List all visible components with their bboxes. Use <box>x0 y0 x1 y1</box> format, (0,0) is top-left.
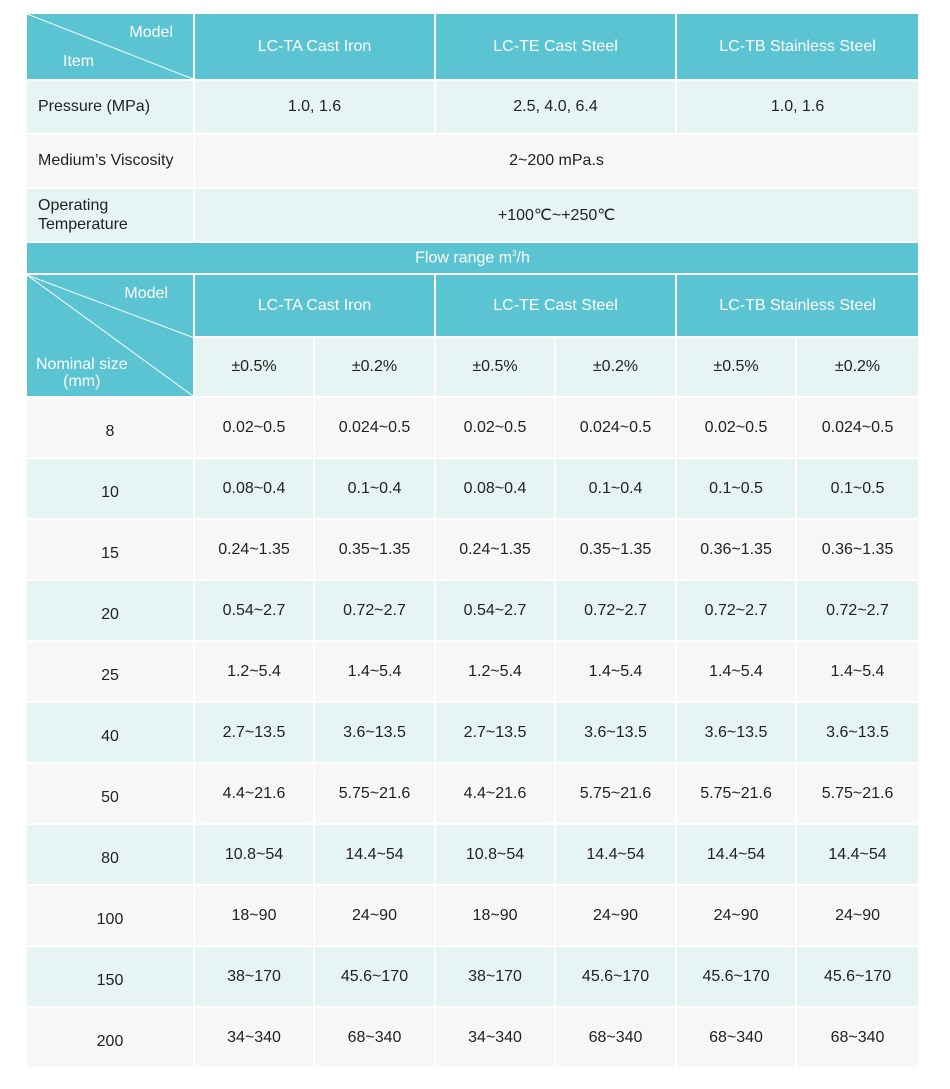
flow-value-cell: 45.6~170 <box>676 946 796 1007</box>
flow-value-cell: 1.2~5.4 <box>194 641 314 702</box>
flow-value-cell: 68~340 <box>676 1007 796 1068</box>
accuracy-cell: ±0.2% <box>796 337 918 397</box>
accuracy-cell: ±0.5% <box>676 337 796 397</box>
flow-value-cell: 0.1~0.4 <box>555 458 676 519</box>
model-header-tb: LC-TB Stainless Steel <box>676 14 918 80</box>
flow-value-cell: 0.024~0.5 <box>796 397 918 458</box>
flow-table-row <box>27 580 918 641</box>
flow-value-cell: 34~340 <box>194 1007 314 1068</box>
flow-range-suffix: /h <box>516 249 530 267</box>
flow-model-header-tb: LC-TB Stainless Steel <box>676 274 918 337</box>
spec-table <box>27 14 918 1069</box>
flow-value-cell: 14.4~54 <box>314 824 435 885</box>
flow-value-cell: 1.4~5.4 <box>676 641 796 702</box>
nominal-size-cell: 40 <box>27 702 194 763</box>
flow-corner-size-label <box>36 356 128 390</box>
flow-value-cell: 0.02~0.5 <box>194 397 314 458</box>
flow-value-cell: 24~90 <box>676 885 796 946</box>
flow-range-text: Flow range m <box>415 249 513 267</box>
flow-model-header-ta: LC-TA Cast Iron <box>194 274 435 337</box>
flow-value-cell: 0.72~2.7 <box>314 580 435 641</box>
temperature-label-line1: Operating <box>38 197 109 214</box>
flow-model-header-row <box>27 274 918 337</box>
nominal-size-cell: 15 <box>27 519 194 580</box>
flow-corner-size-line1: Nominal size <box>36 356 128 373</box>
flow-value-cell: 0.72~2.7 <box>676 580 796 641</box>
flow-value-cell: 0.02~0.5 <box>676 397 796 458</box>
flow-value-cell: 0.35~1.35 <box>314 519 435 580</box>
flow-value-cell: 14.4~54 <box>796 824 918 885</box>
flow-value-cell: 10.8~54 <box>435 824 555 885</box>
flow-value-cell: 68~340 <box>555 1007 676 1068</box>
nominal-size-cell: 50 <box>27 763 194 824</box>
flow-value-cell: 0.35~1.35 <box>555 519 676 580</box>
flow-value-cell: 0.1~0.4 <box>314 458 435 519</box>
flow-value-cell: 5.75~21.6 <box>314 763 435 824</box>
flow-value-cell: 5.75~21.6 <box>796 763 918 824</box>
flow-value-cell: 0.02~0.5 <box>435 397 555 458</box>
flow-value-cell: 0.24~1.35 <box>194 519 314 580</box>
pressure-value-ta: 1.0, 1.6 <box>194 80 435 134</box>
flow-value-cell: 68~340 <box>796 1007 918 1068</box>
flow-value-cell: 24~90 <box>796 885 918 946</box>
corner-item-label: Item <box>63 53 95 70</box>
nominal-size-cell: 200 <box>27 1007 194 1068</box>
flow-value-cell: 24~90 <box>314 885 435 946</box>
flow-value-cell: 0.54~2.7 <box>194 580 314 641</box>
temperature-label-line2: Temperature <box>38 216 128 233</box>
flow-value-cell: 5.75~21.6 <box>676 763 796 824</box>
flow-value-cell: 45.6~170 <box>314 946 435 1007</box>
flow-value-cell: 38~170 <box>435 946 555 1007</box>
flow-value-cell: 0.024~0.5 <box>314 397 435 458</box>
flow-value-cell: 14.4~54 <box>676 824 796 885</box>
flow-value-cell: 1.2~5.4 <box>435 641 555 702</box>
flow-range-sup: 3 <box>512 248 517 258</box>
flow-value-cell: 3.6~13.5 <box>555 702 676 763</box>
header-corner-cell <box>27 14 194 80</box>
accuracy-cell: ±0.5% <box>194 337 314 397</box>
nominal-size-cell: 150 <box>27 946 194 1007</box>
accuracy-cell: ±0.2% <box>314 337 435 397</box>
corner-model-label: Model <box>129 24 173 41</box>
nominal-size-cell: 80 <box>27 824 194 885</box>
accuracy-cell: ±0.5% <box>435 337 555 397</box>
flow-value-cell: 38~170 <box>194 946 314 1007</box>
flow-value-cell: 24~90 <box>555 885 676 946</box>
flow-corner-model-label: Model <box>124 285 168 302</box>
flow-table-row <box>27 885 918 946</box>
pressure-label: Pressure (MPa) <box>27 80 194 134</box>
flow-table-row <box>27 641 918 702</box>
flow-table-row <box>27 397 918 458</box>
flow-value-cell: 1.4~5.4 <box>796 641 918 702</box>
flow-table-row <box>27 763 918 824</box>
nominal-size-cell: 100 <box>27 885 194 946</box>
flow-range-bar <box>27 242 918 274</box>
flow-value-cell: 1.4~5.4 <box>555 641 676 702</box>
flow-value-cell: 3.6~13.5 <box>676 702 796 763</box>
flow-table-row <box>27 458 918 519</box>
flow-value-cell: 0.36~1.35 <box>796 519 918 580</box>
temperature-value: +100℃~+250℃ <box>194 188 918 242</box>
flow-value-cell: 0.08~0.4 <box>435 458 555 519</box>
flow-value-cell: 2.7~13.5 <box>435 702 555 763</box>
flow-value-cell: 4.4~21.6 <box>194 763 314 824</box>
nominal-size-cell: 25 <box>27 641 194 702</box>
viscosity-row <box>27 134 918 188</box>
temperature-label <box>27 188 194 242</box>
model-header-row <box>27 14 918 80</box>
model-header-te: LC-TE Cast Steel <box>435 14 676 80</box>
flow-corner-size-line2: (mm) <box>63 373 101 390</box>
pressure-row <box>27 80 918 134</box>
flow-range-title <box>27 242 918 274</box>
flow-value-cell: 0.54~2.7 <box>435 580 555 641</box>
viscosity-label: Medium’s Viscosity <box>27 134 194 188</box>
flow-value-cell: 14.4~54 <box>555 824 676 885</box>
pressure-value-te: 2.5, 4.0, 6.4 <box>435 80 676 134</box>
viscosity-value: 2~200 mPa.s <box>194 134 918 188</box>
flow-table-row <box>27 702 918 763</box>
flow-value-cell: 45.6~170 <box>555 946 676 1007</box>
flow-value-cell: 18~90 <box>194 885 314 946</box>
flow-value-cell: 0.1~0.5 <box>796 458 918 519</box>
flow-corner-cell <box>27 274 194 397</box>
flow-value-cell: 2.7~13.5 <box>194 702 314 763</box>
flow-value-cell: 0.024~0.5 <box>555 397 676 458</box>
flow-value-cell: 0.08~0.4 <box>194 458 314 519</box>
pressure-value-tb: 1.0, 1.6 <box>676 80 918 134</box>
flow-value-cell: 68~340 <box>314 1007 435 1068</box>
flow-value-cell: 45.6~170 <box>796 946 918 1007</box>
flow-table-row <box>27 519 918 580</box>
model-header-ta: LC-TA Cast Iron <box>194 14 435 80</box>
flow-value-cell: 18~90 <box>435 885 555 946</box>
flow-value-cell: 0.72~2.7 <box>555 580 676 641</box>
flow-value-cell: 4.4~21.6 <box>435 763 555 824</box>
flow-table-row <box>27 824 918 885</box>
flow-value-cell: 10.8~54 <box>194 824 314 885</box>
flow-table-row <box>27 946 918 1007</box>
nominal-size-cell: 10 <box>27 458 194 519</box>
flow-value-cell: 34~340 <box>435 1007 555 1068</box>
nominal-size-cell: 8 <box>27 397 194 458</box>
accuracy-cell: ±0.2% <box>555 337 676 397</box>
flow-value-cell: 3.6~13.5 <box>796 702 918 763</box>
spec-table-container <box>27 14 918 1069</box>
nominal-size-cell: 20 <box>27 580 194 641</box>
flow-value-cell: 0.72~2.7 <box>796 580 918 641</box>
flow-value-cell: 0.24~1.35 <box>435 519 555 580</box>
flow-value-cell: 0.1~0.5 <box>676 458 796 519</box>
flow-table-row <box>27 1007 918 1068</box>
flow-value-cell: 3.6~13.5 <box>314 702 435 763</box>
flow-model-header-te: LC-TE Cast Steel <box>435 274 676 337</box>
flow-value-cell: 1.4~5.4 <box>314 641 435 702</box>
flow-value-cell: 0.36~1.35 <box>676 519 796 580</box>
flow-value-cell: 5.75~21.6 <box>555 763 676 824</box>
temperature-row <box>27 188 918 242</box>
